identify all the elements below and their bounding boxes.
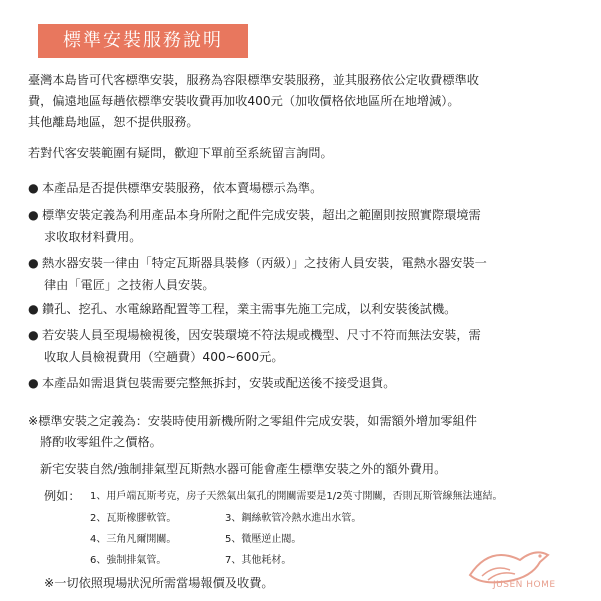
bullet-item: ● 本產品如需退貨包裝需要完整無拆封，安裝或配送後不接受退貨。: [28, 372, 588, 394]
note-line-3: 新宅安裝自然/強制排氣型瓦斯熱水器可能會產生標準安裝之外的額外費用。: [40, 462, 447, 476]
bullet-item: ● 本產品是否提供標準安裝服務，依本賣場標示為準。: [28, 177, 588, 199]
example-item: 1、用戶端瓦斯考克，房子天然氣出氣孔的開關需要是1/2英寸開關，否則瓦斯管線無法連結。: [90, 491, 503, 502]
example-item: 3、鋼絲軟管冷熱水進出水管。: [225, 513, 362, 524]
examples-label: 例如：: [44, 489, 81, 503]
example-item: 6、強制排氣管。: [90, 555, 167, 566]
example-item: 4、三角凡爾開關。: [90, 534, 177, 545]
intro-line-4: 若對代客安裝範圍有疑問，歡迎下單前至系統留言詢問。: [28, 146, 333, 160]
bullet-dot-icon: ●: [28, 256, 39, 270]
intro-line-3: 其他離島地區，恕不提供服務。: [28, 115, 199, 129]
bullet-item: ● 若安裝人員至現場檢視後，因安裝環境不符法規或機型、尺寸不符而無法安裝，需 收取人員檢視費用（空趟費）400~600元。: [28, 324, 588, 368]
example-item: 2、瓦斯橡膠軟管。: [90, 513, 177, 524]
example-item: 5、微壓逆止閥。: [225, 534, 302, 545]
intro-line-1: 臺灣本島皆可代客標準安裝，服務為容限標準安裝服務，並其服務依公定收費標準收: [28, 73, 479, 87]
page-title: 標準安裝服務說明: [38, 24, 248, 58]
bullet-item: ● 鑽孔、挖孔、水電線路配置等工程，業主需事先施工完成，以利安裝後試機。: [28, 298, 588, 320]
intro-line-2: 費，偏遠地區每趟依標準安裝收費再加收400元（加收價格依地區所在地增減）。: [28, 94, 460, 108]
bird-logo-icon: [460, 540, 580, 600]
example-item: 7、其他耗材。: [225, 555, 292, 566]
brand-name: JUSEN HOME: [493, 580, 556, 590]
bullet-item: ● 熱水器安裝一律由「特定瓦斯器具裝修（丙級）」之技術人員安裝，電熱水器安裝一 律由「電匠」之技術人員安裝。: [28, 252, 588, 296]
bullet-dot-icon: ●: [28, 181, 39, 195]
bullet-dot-icon: ●: [28, 376, 39, 390]
footer-note: ※一切依照現場狀況所需當場報價及收費。: [44, 576, 274, 590]
bullet-dot-icon: ●: [28, 328, 39, 342]
bullet-item: ● 標準安裝定義為利用產品本身所附之配件完成安裝，超出之範圍則按照實際環境需 求收取材料費用。: [28, 204, 588, 248]
bullet-dot-icon: ●: [28, 208, 39, 222]
note-line-1: ※標準安裝之定義為：安裝時使用新機所附之零組件完成安裝，如需額外增加零組件: [28, 414, 477, 428]
note-line-2: 將酌收零組件之價格。: [40, 435, 162, 449]
bullet-dot-icon: ●: [28, 302, 39, 316]
